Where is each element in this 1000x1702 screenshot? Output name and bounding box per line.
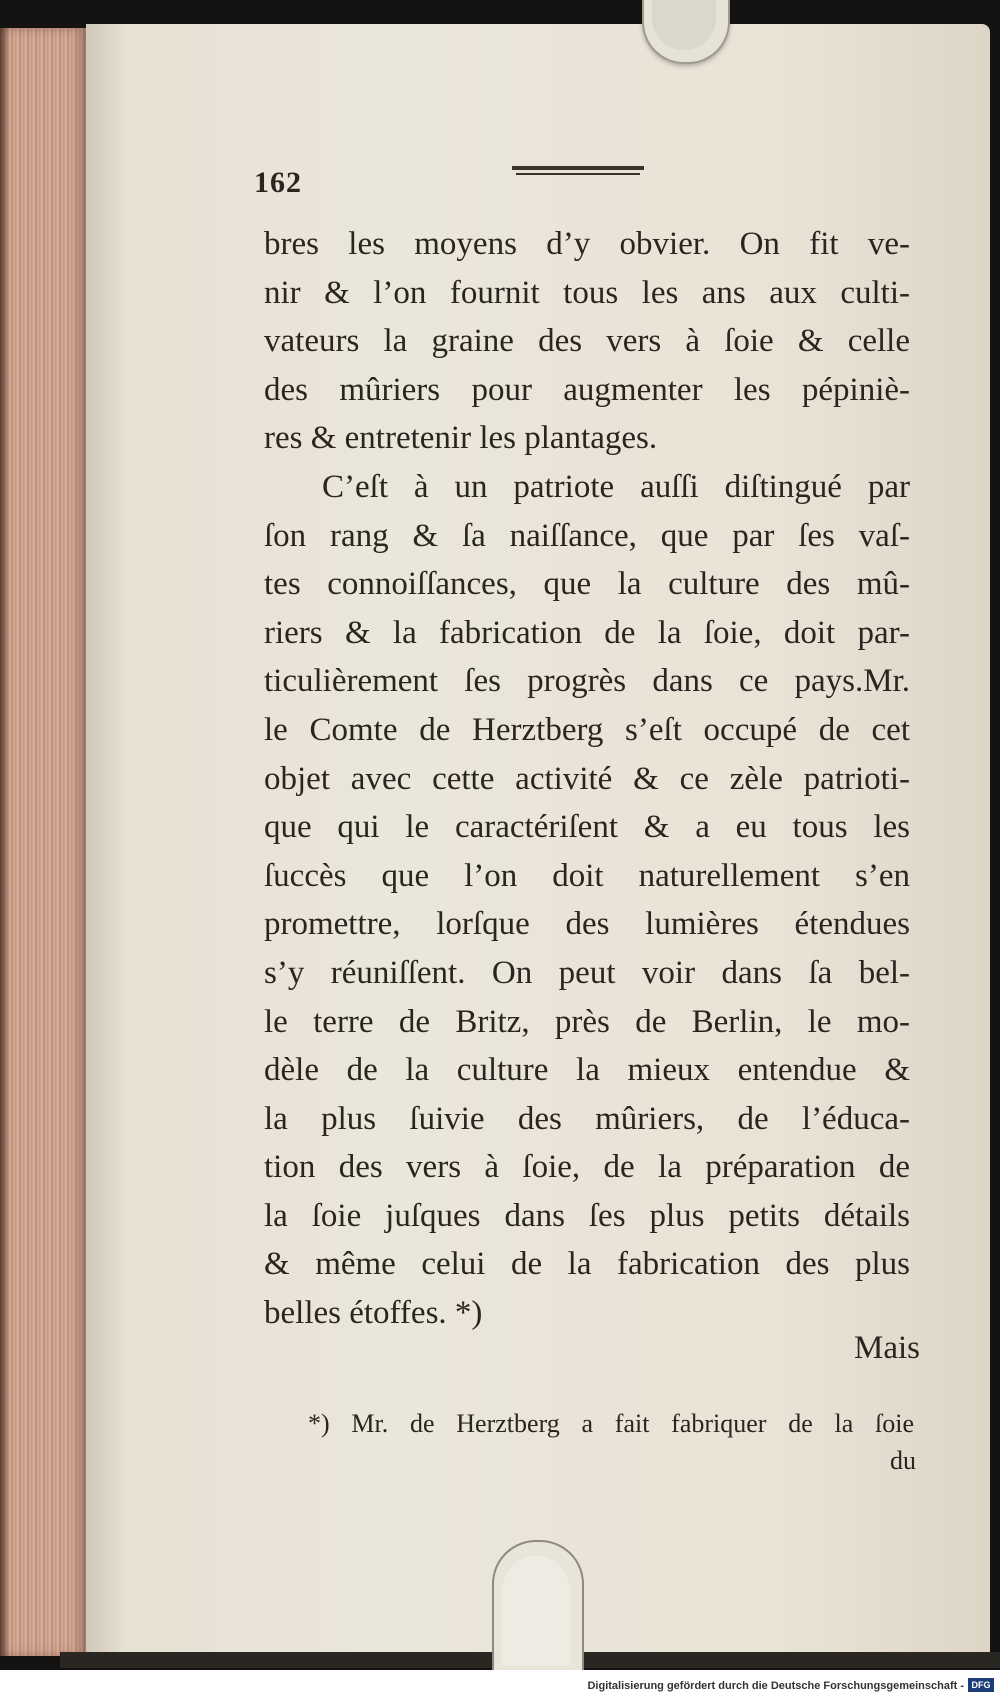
text-line: res & entretenir les plantages. [264,420,658,457]
footnote [308,1402,914,1446]
text-line: bres les moyens d’y obvier. On fit ve- [264,226,910,262]
text-line: ſon rang & ſa naiſſance, que par ſes vaſ- [264,517,910,554]
digitization-credit: Digitalisierung gefördert durch die Deutsche Forschungsgemeinschaft - [587,1680,964,1692]
text-line: ticulièrement ſes progrès dans ce pays.Mr. [264,663,910,700]
text-line: tes connoiſſances, que la culture des mû- [264,566,910,603]
text-line: le Comte de Herztberg s’eſt occupé de cet [264,711,910,748]
footnote-line: *) Mr. de Herztberg a fait fabriquer de la ſoie [308,1409,914,1438]
text-line: objet avec cette activité & ce zèle patrioti- [264,760,910,797]
body-text [264,220,910,1338]
text-line: nir & l’on fournit tous les ans aux culti- [264,274,910,311]
footnote-catchword: du [890,1446,916,1475]
text-line: promettre, lorſque des lumières étendues [264,906,910,943]
text-line: que qui le caractériſent & a eu tous les [264,809,910,846]
bottom-clip-inner [502,1556,570,1666]
text-line: tion des vers à ſoie, de la préparation de [264,1149,910,1186]
book-edge-shadow [0,28,10,1656]
text-line: la plus ſuivie des mûriers, de l’éduca- [264,1100,910,1137]
text-line: riers & la fabrication de la ſoie, doit par- [264,614,910,651]
text-line: dèle de la culture la mieux entendue & [264,1052,910,1089]
text-line: le terre de Britz, près de Berlin, le mo- [264,1003,910,1040]
catchword: Mais [854,1330,920,1366]
text-line: s’y réuniſſent. On peut voir dans ſa bel- [264,954,910,991]
book-page-edges [0,28,88,1656]
text-line: vateurs la graine des vers à ſoie & celle [264,323,910,360]
dfg-logo: DFG [968,1678,994,1692]
text-line: ſuccès que l’on doit naturellement s’en [264,857,910,894]
text-line: belles étoffes. *) [264,1295,483,1332]
text-line: des mûriers pour augmenter les pépiniè- [264,371,910,408]
text-line: & même celui de la fabrication des plus [264,1246,910,1283]
text-line: C’eſt à un patriote auſſi diſtingué par [322,468,910,505]
text-line: la ſoie juſques dans ſes plus petits détails [264,1197,910,1234]
header-ornament-rule [512,166,644,176]
page-number: 162 [254,166,302,199]
